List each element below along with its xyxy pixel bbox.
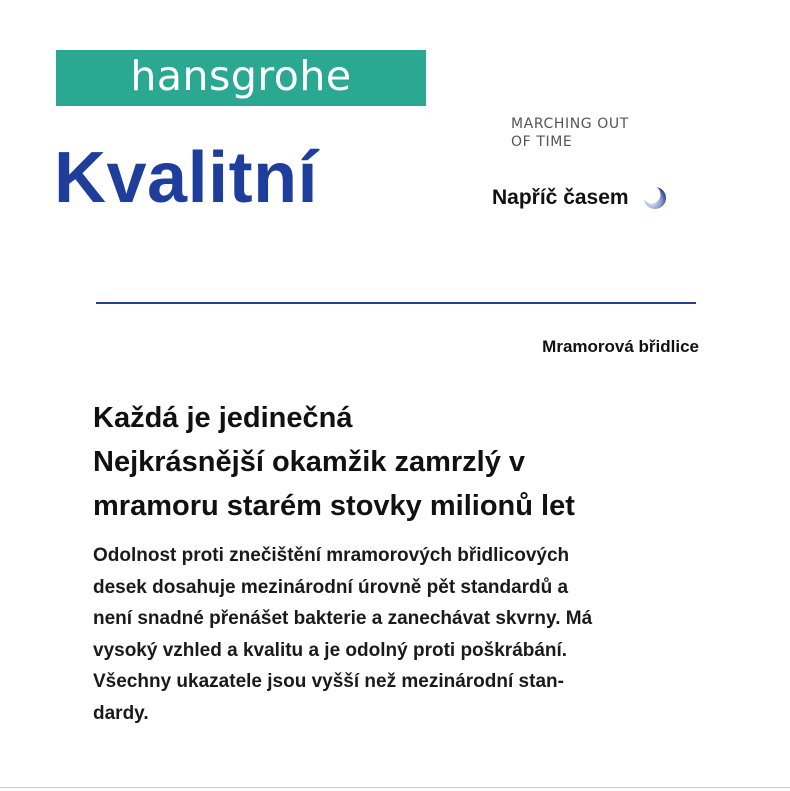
slogan-line-2: OF TIME bbox=[511, 134, 573, 150]
slogan-line-1: MARCHING OUT bbox=[511, 116, 629, 132]
slogan bbox=[511, 115, 629, 151]
content-title bbox=[93, 396, 753, 528]
bottom-rule bbox=[0, 787, 790, 788]
body-line-2: desek dosahuje mezinárodní úrovně pět standardů a bbox=[93, 576, 569, 598]
content-body bbox=[93, 540, 733, 729]
crescent-moon-icon bbox=[641, 184, 669, 212]
product-name: Mramorová břidlice bbox=[542, 337, 699, 356]
tagline: Napříč časem bbox=[492, 186, 629, 209]
header-divider bbox=[96, 302, 696, 304]
body-line-1: Odolnost proti znečištění mramorových břidlicových bbox=[93, 545, 570, 566]
title-line-2: Nejkrásnější okamžik zamrzlý v bbox=[93, 446, 526, 478]
title-line-3: mramoru starém stovky milionů let bbox=[93, 490, 575, 522]
brand-logo-text: hansgrohe bbox=[130, 51, 352, 100]
tagline-row bbox=[492, 184, 669, 212]
body-line-5: Všechny ukazatele jsou vyšší než mezinárodní stan- bbox=[93, 671, 564, 692]
body-line-6: dardy. bbox=[93, 702, 149, 724]
brand-logo bbox=[56, 50, 426, 106]
body-line-3: není snadné přenášet bakterie a zanechávat skvrny. Má bbox=[93, 608, 593, 629]
title-line-1: Každá je jedinečná bbox=[93, 402, 353, 434]
body-line-4: vysoký vzhled a kvalitu a je odolný proti poškrábání. bbox=[93, 639, 568, 661]
headline: Kvalitní bbox=[54, 138, 319, 218]
